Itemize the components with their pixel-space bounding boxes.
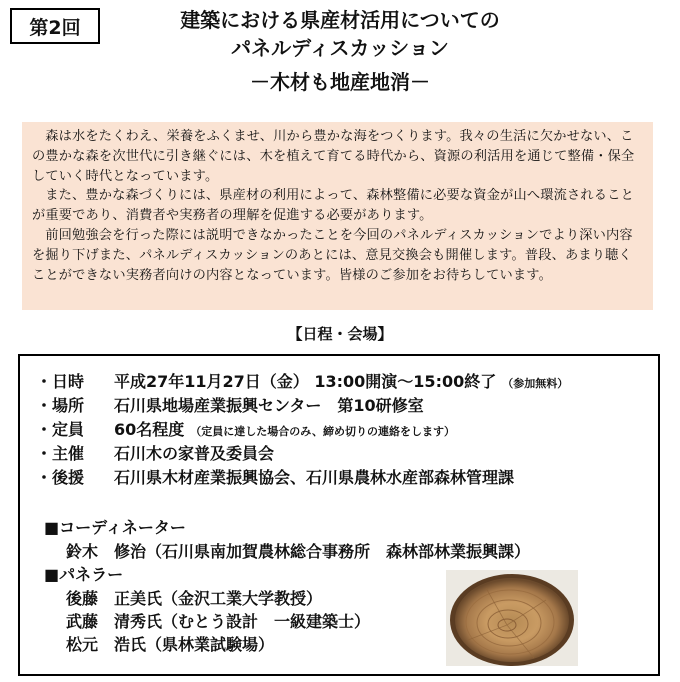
log-cross-section-image — [446, 570, 578, 666]
host-label: ・主催 — [36, 444, 85, 463]
intro-box — [22, 122, 653, 310]
title-block — [115, 6, 565, 98]
support-value: 石川県木材産業振興協会、石川県農林水産部森林管理課 — [114, 468, 515, 487]
host-value: 石川木の家普及委員会 — [114, 444, 275, 463]
support-label: ・後援 — [36, 468, 85, 487]
capacity-value: 60名程度 — [114, 420, 185, 439]
panelists-heading: ■パネラー — [44, 565, 124, 584]
schedule-heading: 【日程・会場】 — [287, 325, 393, 343]
intro-paragraph: また、豊かな森づくりには、県産材の利用によって、森林整備に必要な資金が山へ環流されることが重要であり、消費者や実務者の理解を促進する必要があります。 — [32, 188, 634, 224]
place-row — [36, 393, 656, 417]
date-value: 平成27年11月27日（金） 13:00開演～15:00終了 — [114, 372, 497, 391]
log-image-graphic — [446, 570, 578, 666]
coordinator-name: 鈴木 修治（石川県南加賀農林総合事務所 森林部林業振興課） — [66, 542, 531, 561]
details-list — [36, 369, 656, 489]
capacity-label: ・定員 — [36, 420, 85, 439]
place-label: ・場所 — [36, 396, 85, 415]
panelist-name: 武藤 清秀氏（むとう設計 一級建築士） — [66, 612, 371, 631]
coordinator-heading: ■コーディネーター — [44, 518, 186, 537]
subtitle: －木材も地産地消－ — [250, 70, 430, 94]
host-row — [36, 441, 656, 465]
details-box — [18, 354, 660, 676]
panelist-name: 松元 浩氏（県林業試験場） — [66, 635, 275, 654]
intro-paragraph: 森は水をたくわえ、栄養をふくませ、川から豊かな海をつくります。我々の生活に欠かせない、この豊かな森を次世代に引き継ぐには、木を植えて育てる時代から、資源の利活用を通じて整備・保全していく時代となっています。 — [32, 129, 635, 184]
support-row — [36, 465, 656, 489]
capacity-row — [36, 417, 656, 441]
date-label: ・日時 — [36, 372, 85, 391]
title-line-2: パネルディスカッション — [231, 36, 449, 60]
intro-paragraph: 前回勉強会を行った際には説明できなかったことを今回のパネルディスカッションでより深い内容を掘り下げまた、パネルディスカッションのあとには、意見交換会も開催します。普段、あまり聴くことができない実務者向けの内容となっています。皆様のご参加をお待ちしています。 — [32, 227, 633, 283]
place-value: 石川県地場産業振興センター 第10研修室 — [114, 396, 424, 415]
title-line-1: 建築における県産材活用についての — [180, 8, 500, 32]
date-note: （参加無料） — [502, 377, 569, 390]
panelist-name: 後藤 正美氏（金沢工業大学教授） — [66, 589, 323, 608]
capacity-note: （定員に達した場合のみ、締め切りの連絡をします） — [190, 425, 455, 438]
date-row — [36, 369, 656, 393]
session-badge: 第2回 — [10, 8, 100, 44]
